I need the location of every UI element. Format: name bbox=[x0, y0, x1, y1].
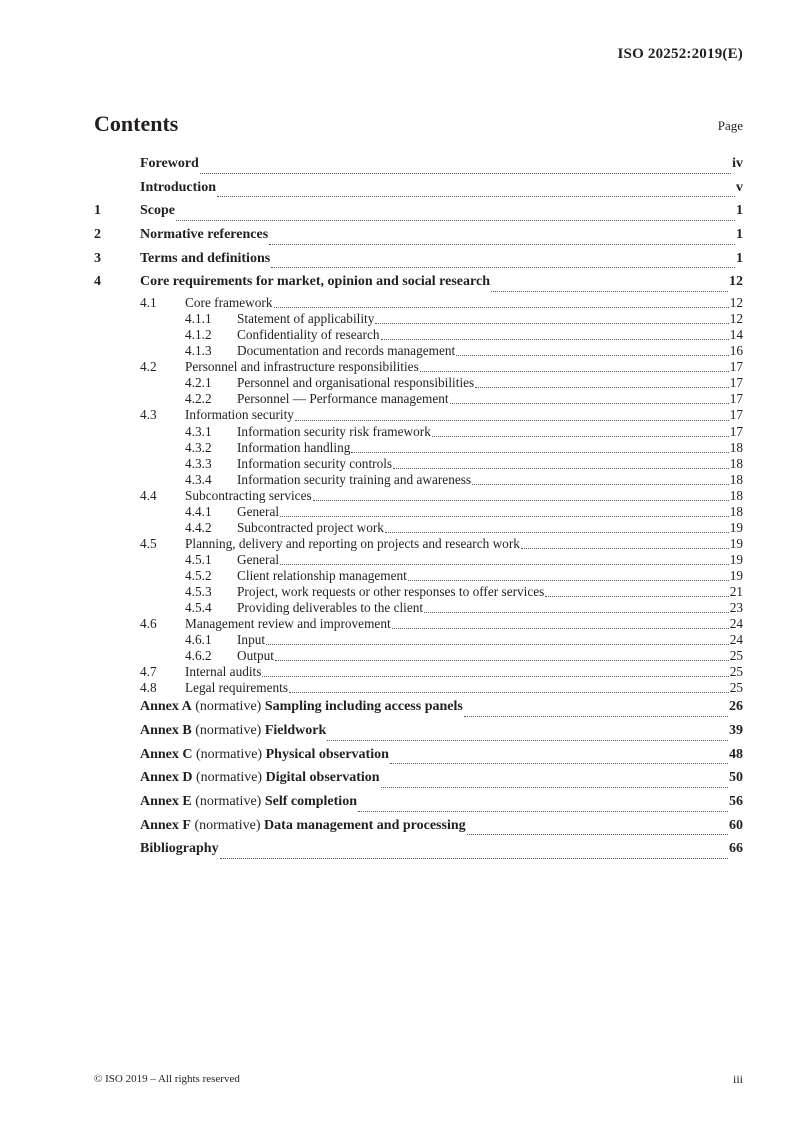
toc-entry-title[interactable] bbox=[140, 699, 463, 715]
toc-entry-number: 4.5.4 bbox=[185, 600, 212, 616]
toc-entry-number: 4.4.1 bbox=[185, 503, 212, 519]
toc-entry-title[interactable] bbox=[185, 680, 288, 696]
toc-entry-title-text: Information handling bbox=[237, 439, 351, 455]
dot-leader bbox=[375, 323, 728, 324]
toc-entry-page: 17 bbox=[729, 391, 743, 407]
dot-leader bbox=[275, 660, 729, 661]
toc-entry-page: 48 bbox=[729, 746, 743, 762]
toc-entry-title[interactable] bbox=[185, 407, 294, 423]
dot-leader bbox=[393, 468, 729, 469]
toc-entry-title-text: Introduction bbox=[140, 179, 216, 195]
toc-entry-page: 12 bbox=[729, 295, 743, 311]
toc-entry-number: 4.3.1 bbox=[185, 423, 212, 439]
dot-leader bbox=[464, 716, 728, 717]
dot-leader bbox=[472, 484, 729, 485]
dot-leader bbox=[274, 307, 729, 308]
toc-entry-title-text: Personnel and organisational responsibilities bbox=[237, 375, 475, 391]
annex-subtitle: Physical observation bbox=[265, 746, 389, 762]
toc-entry-title[interactable] bbox=[185, 488, 312, 504]
toc-entry-title-text: Internal audits bbox=[185, 664, 262, 680]
toc-entry-page: 24 bbox=[729, 616, 743, 632]
toc-entry-page: iv bbox=[732, 156, 743, 171]
toc-entry-number: 4.8 bbox=[140, 680, 157, 696]
toc-entry-title[interactable] bbox=[140, 203, 175, 219]
dot-leader bbox=[271, 267, 735, 268]
annex-subtitle: Sampling including access panels bbox=[264, 699, 463, 715]
dot-leader bbox=[280, 516, 729, 517]
toc-entry-number: 4.3 bbox=[140, 407, 157, 423]
toc-entry-title[interactable] bbox=[140, 841, 219, 857]
toc-entry-title[interactable] bbox=[237, 343, 455, 359]
toc-entry-title[interactable] bbox=[237, 520, 384, 536]
dot-leader bbox=[491, 291, 728, 292]
toc-entry[interactable] bbox=[94, 794, 743, 818]
toc-entry-number: 4.2 bbox=[140, 359, 157, 375]
toc-entry-number: 4.6.2 bbox=[185, 648, 212, 664]
toc-entry-page: v bbox=[736, 179, 743, 195]
dot-leader bbox=[266, 644, 729, 645]
annex-type-note: (normative) bbox=[191, 699, 265, 715]
toc-entry-page: 18 bbox=[729, 439, 743, 455]
toc-entry[interactable] bbox=[94, 536, 743, 552]
page-title: Contents bbox=[94, 111, 179, 136]
toc-entry[interactable] bbox=[94, 632, 743, 648]
annex-subtitle: Fieldwork bbox=[264, 722, 327, 738]
toc-entry-title[interactable] bbox=[237, 327, 380, 343]
toc-entry-title-text: General bbox=[237, 503, 280, 519]
toc-entry-page: 17 bbox=[729, 407, 743, 423]
page-number: iii bbox=[732, 1072, 743, 1086]
toc-entry-title-text: Personnel and infrastructure responsibilities bbox=[185, 359, 419, 375]
toc-entry-page: 18 bbox=[729, 487, 743, 503]
toc-entry-title-text: Information security training and awareness bbox=[237, 471, 472, 487]
dot-leader bbox=[450, 403, 729, 404]
toc-entry-number: 4.2.1 bbox=[185, 375, 212, 391]
toc-entry-page: 18 bbox=[729, 503, 743, 519]
toc-entry-title-text: Client relationship management bbox=[237, 567, 407, 583]
toc-entry-title-text: Legal requirements bbox=[185, 680, 289, 696]
toc-entry-title[interactable] bbox=[237, 504, 279, 520]
toc-entry-page: 18 bbox=[729, 471, 743, 487]
toc-entry-page: 60 bbox=[729, 817, 743, 833]
toc-entry-page: 19 bbox=[729, 519, 743, 535]
toc-entry-title-text: Subcontracting services bbox=[185, 487, 312, 503]
toc-entry-number: 4 bbox=[94, 274, 101, 290]
toc-entry-title-text: Providing deliverables to the client bbox=[237, 600, 424, 616]
toc-entry-number: 4.4.2 bbox=[185, 519, 212, 535]
dot-leader bbox=[467, 834, 728, 835]
dot-leader bbox=[262, 676, 728, 677]
toc-entry-title[interactable] bbox=[237, 440, 350, 456]
annex-type-note: (normative) bbox=[190, 817, 265, 833]
dot-leader bbox=[200, 173, 731, 174]
toc-entry-title-text: Documentation and records management bbox=[237, 343, 456, 359]
toc-entry[interactable] bbox=[94, 818, 743, 842]
toc-entry-title-text: Annex E bbox=[140, 794, 192, 810]
toc-entry-title[interactable] bbox=[237, 552, 279, 568]
toc-entry[interactable] bbox=[94, 568, 743, 584]
toc-entry-page: 16 bbox=[729, 343, 743, 359]
table-of-contents bbox=[94, 156, 743, 865]
toc-entry[interactable] bbox=[94, 770, 743, 794]
dot-leader bbox=[521, 548, 729, 549]
toc-entry-number: 4.1 bbox=[140, 295, 157, 311]
toc-entry-page: 39 bbox=[729, 722, 743, 738]
toc-entry-number: 3 bbox=[94, 250, 101, 266]
toc-entry-title-text: Core requirements for market, opinion and social research bbox=[140, 274, 490, 290]
dot-leader bbox=[390, 763, 728, 764]
toc-entry-title[interactable] bbox=[140, 770, 380, 786]
dot-leader bbox=[280, 564, 729, 565]
toc-entry-title-text: Core framework bbox=[185, 295, 273, 311]
toc-entry[interactable] bbox=[94, 504, 743, 520]
toc-entry-title[interactable] bbox=[140, 227, 268, 243]
toc-entry-title[interactable] bbox=[185, 359, 419, 375]
dot-leader bbox=[217, 196, 735, 197]
toc-entry-page: 1 bbox=[736, 203, 743, 219]
toc-entry[interactable] bbox=[94, 440, 743, 456]
toc-entry-page: 17 bbox=[729, 423, 743, 439]
toc-entry-title[interactable] bbox=[237, 568, 407, 584]
toc-entry[interactable] bbox=[94, 841, 743, 865]
toc-entry-title[interactable] bbox=[237, 311, 374, 327]
toc-entry-title-text: Information security bbox=[185, 407, 294, 423]
toc-entry-title-text: Annex D bbox=[140, 770, 193, 786]
toc-entry-page: 66 bbox=[729, 841, 743, 857]
dot-leader bbox=[220, 858, 728, 859]
toc-entry-title-text: Subcontracted project work bbox=[237, 519, 384, 535]
dot-leader bbox=[269, 244, 735, 245]
toc-entry-number: 4.1.3 bbox=[185, 343, 212, 359]
toc-entry-number: 4.6 bbox=[140, 616, 157, 632]
toc-entry-page: 56 bbox=[729, 794, 743, 810]
toc-entry[interactable] bbox=[94, 343, 743, 359]
toc-entry-number: 4.7 bbox=[140, 664, 157, 680]
toc-entry[interactable] bbox=[94, 488, 743, 504]
toc-entry[interactable] bbox=[94, 359, 743, 375]
toc-entry-title[interactable] bbox=[237, 424, 431, 440]
dot-leader bbox=[289, 692, 729, 693]
dot-leader bbox=[351, 452, 728, 453]
annex-type-note: (normative) bbox=[192, 746, 266, 762]
toc-entry[interactable] bbox=[94, 391, 743, 407]
toc-entry[interactable] bbox=[94, 699, 743, 723]
toc-entry-page: 26 bbox=[729, 699, 743, 715]
toc-entry-title-text: Information security risk framework bbox=[237, 423, 431, 439]
toc-entry[interactable] bbox=[94, 203, 743, 227]
toc-entry-page: 17 bbox=[729, 359, 743, 375]
toc-entry-title-text: Annex A bbox=[140, 699, 192, 715]
annex-type-note: (normative) bbox=[191, 722, 265, 738]
toc-entry-title[interactable] bbox=[237, 648, 274, 664]
toc-entry-title-text: Information security controls bbox=[237, 455, 393, 471]
toc-entry-title-text: Scope bbox=[140, 203, 175, 219]
annex-type-note: (normative) bbox=[191, 794, 265, 810]
toc-entry[interactable] bbox=[94, 664, 743, 680]
document-id: ISO 20252:2019(E) bbox=[617, 46, 743, 62]
toc-entry-page: 25 bbox=[729, 648, 743, 664]
toc-entry-number: 4.5.2 bbox=[185, 567, 212, 583]
toc-entry-number: 4.1.2 bbox=[185, 327, 212, 343]
toc-entry-title[interactable] bbox=[237, 472, 471, 488]
toc-entry[interactable] bbox=[94, 227, 743, 251]
toc-entry[interactable] bbox=[94, 180, 743, 204]
toc-entry-title-text: Input bbox=[237, 632, 266, 648]
toc-entry-number: 4.2.2 bbox=[185, 391, 212, 407]
toc-entry-title[interactable] bbox=[237, 456, 392, 472]
toc-entry-title[interactable] bbox=[185, 616, 391, 632]
toc-entry-page: 21 bbox=[729, 583, 743, 599]
dot-leader bbox=[313, 500, 729, 501]
dot-leader bbox=[176, 220, 735, 221]
toc-entry-page: 18 bbox=[729, 455, 743, 471]
toc-entry-title[interactable] bbox=[185, 536, 520, 552]
dot-leader bbox=[475, 387, 728, 388]
dot-leader bbox=[392, 628, 729, 629]
dot-leader bbox=[408, 580, 729, 581]
toc-entry-page: 25 bbox=[729, 664, 743, 680]
toc-entry-title-text: Annex B bbox=[140, 722, 192, 738]
toc-entry[interactable] bbox=[94, 552, 743, 568]
dot-leader bbox=[327, 740, 728, 741]
toc-entry[interactable] bbox=[94, 600, 743, 616]
toc-entry-number: 4.3.2 bbox=[185, 439, 212, 455]
toc-entry[interactable] bbox=[94, 747, 743, 771]
toc-entry-page: 12 bbox=[729, 274, 743, 290]
dot-leader bbox=[381, 339, 729, 340]
page-column-label: Page bbox=[717, 118, 743, 133]
toc-entry-title[interactable] bbox=[140, 794, 357, 810]
toc-entry[interactable] bbox=[94, 424, 743, 440]
toc-entry-title[interactable] bbox=[140, 274, 490, 290]
toc-entry-title[interactable] bbox=[237, 632, 265, 648]
toc-entry-page: 12 bbox=[729, 311, 743, 327]
toc-entry-page: 19 bbox=[729, 535, 743, 551]
toc-entry-title[interactable] bbox=[237, 600, 423, 616]
toc-entry-page: 23 bbox=[729, 600, 743, 616]
toc-entry-title-text: Bibliography bbox=[140, 841, 219, 857]
toc-entry-page: 25 bbox=[729, 680, 743, 696]
toc-entry-title[interactable] bbox=[185, 295, 273, 311]
dot-leader bbox=[420, 371, 729, 372]
annex-subtitle: Digital observation bbox=[265, 770, 380, 786]
toc-entry-number: 4.3.3 bbox=[185, 455, 212, 471]
toc-entry-page: 24 bbox=[729, 632, 743, 648]
toc-entry[interactable] bbox=[94, 584, 743, 600]
toc-entry-number: 4.1.1 bbox=[185, 311, 212, 327]
toc-entry-number: 4.6.1 bbox=[185, 632, 212, 648]
dot-leader bbox=[456, 355, 728, 356]
toc-entry-title-text: Planning, delivery and reporting on projects and research work bbox=[185, 535, 520, 551]
toc-entry-title[interactable] bbox=[140, 723, 326, 739]
toc-entry-title-text: Normative references bbox=[140, 227, 269, 243]
toc-entry-title-text: Output bbox=[237, 648, 274, 664]
toc-entry-title[interactable] bbox=[237, 391, 449, 407]
toc-entry-title[interactable] bbox=[140, 180, 216, 196]
toc-entry-page: 14 bbox=[729, 327, 743, 343]
toc-entry-title[interactable] bbox=[185, 664, 261, 680]
toc-entry-title-text: Management review and improvement bbox=[185, 616, 391, 632]
toc-entry[interactable] bbox=[94, 472, 743, 488]
toc-entry[interactable] bbox=[94, 327, 743, 343]
toc-entry-number: 4.3.4 bbox=[185, 471, 212, 487]
toc-entry-title[interactable] bbox=[237, 375, 474, 391]
dot-leader bbox=[358, 811, 728, 812]
toc-entry[interactable] bbox=[94, 251, 743, 275]
toc-entry-number: 1 bbox=[94, 203, 101, 219]
copyright-notice: © ISO 2019 – All rights reserved bbox=[94, 1073, 240, 1085]
toc-entry-title-text: Personnel — Performance management bbox=[237, 391, 449, 407]
dot-leader bbox=[432, 436, 729, 437]
toc-entry-title[interactable] bbox=[140, 251, 270, 267]
toc-entry[interactable] bbox=[94, 375, 743, 391]
toc-entry-page: 19 bbox=[729, 567, 743, 583]
toc-entry-page: 1 bbox=[736, 227, 743, 243]
toc-entry-title[interactable] bbox=[140, 818, 466, 834]
toc-entry[interactable] bbox=[94, 616, 743, 632]
toc-entry[interactable] bbox=[94, 520, 743, 536]
toc-entry-title[interactable] bbox=[140, 747, 389, 763]
toc-entry-title-text: Statement of applicability bbox=[237, 311, 375, 327]
toc-entry-number: 4.5.1 bbox=[185, 551, 212, 567]
toc-entry[interactable] bbox=[94, 680, 743, 696]
toc-entry[interactable] bbox=[94, 648, 743, 664]
toc-entry-title-text: Annex F bbox=[140, 817, 191, 833]
toc-entry[interactable] bbox=[94, 456, 743, 472]
toc-entry-number: 4.5.3 bbox=[185, 583, 212, 599]
toc-entry-title-text: Project, work requests or other responses to offer services bbox=[237, 583, 545, 599]
dot-leader bbox=[424, 612, 729, 613]
toc-entry-number: 4.5 bbox=[140, 535, 157, 551]
annex-subtitle: Data management and processing bbox=[264, 817, 466, 833]
toc-entry-number: 2 bbox=[94, 227, 101, 243]
toc-entry-title-text: Terms and definitions bbox=[140, 250, 271, 266]
toc-entry-page: 50 bbox=[729, 770, 743, 786]
toc-entry[interactable] bbox=[94, 723, 743, 747]
toc-entry-title-text: Foreword bbox=[140, 156, 199, 171]
toc-entry[interactable] bbox=[94, 295, 743, 311]
toc-entry-title-text: Annex C bbox=[140, 746, 193, 762]
toc-entry-title[interactable] bbox=[140, 156, 199, 172]
toc-entry-number: 4.4 bbox=[140, 487, 157, 503]
toc-entry-title-text: General bbox=[237, 551, 280, 567]
dot-leader bbox=[545, 596, 728, 597]
toc-entry-page: 19 bbox=[729, 551, 743, 567]
dot-leader bbox=[385, 532, 729, 533]
toc-entry-page: 17 bbox=[729, 375, 743, 391]
annex-type-note: (normative) bbox=[192, 770, 266, 786]
annex-subtitle: Self completion bbox=[264, 794, 357, 810]
toc-entry[interactable] bbox=[94, 407, 743, 423]
toc-entry-page: 1 bbox=[736, 250, 743, 266]
dot-leader bbox=[295, 420, 729, 421]
dot-leader bbox=[381, 787, 728, 788]
toc-entry[interactable] bbox=[94, 156, 743, 180]
toc-entry-title[interactable] bbox=[237, 584, 544, 600]
toc-entry[interactable] bbox=[94, 311, 743, 327]
toc-entry-title-text: Confidentiality of research bbox=[237, 327, 380, 343]
